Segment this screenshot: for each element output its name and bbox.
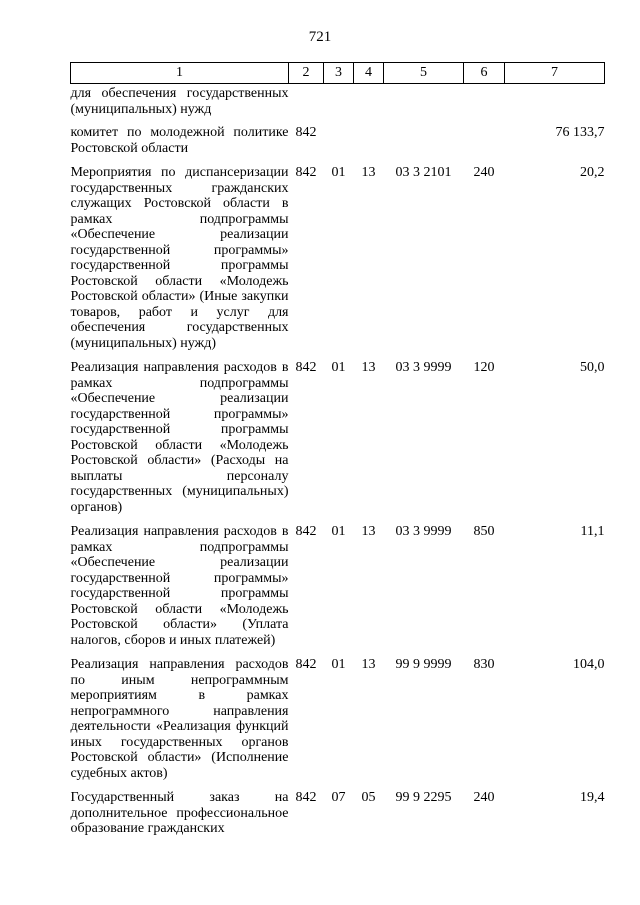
row-description: для обеспечения государственных (муниципальных) нужд bbox=[70, 86, 289, 117]
row-type: 240 bbox=[473, 790, 495, 805]
row-target: 03 3 9999 bbox=[395, 524, 452, 539]
row-code: 842 bbox=[295, 790, 317, 805]
row-code: 842 bbox=[295, 165, 317, 180]
row-subsection: 13 bbox=[361, 360, 376, 375]
table-row bbox=[71, 117, 605, 156]
row-target bbox=[384, 117, 464, 156]
row-subsection: 05 bbox=[361, 790, 376, 805]
table-row bbox=[71, 648, 605, 781]
row-target bbox=[384, 84, 464, 118]
table-row bbox=[71, 515, 605, 648]
column-header-1: 1 bbox=[71, 63, 289, 84]
row-amount: 50,0 bbox=[580, 360, 605, 375]
row-subsection bbox=[354, 117, 384, 156]
row-section bbox=[324, 117, 354, 156]
row-target: 99 9 9999 bbox=[395, 657, 452, 672]
table-row bbox=[71, 351, 605, 515]
row-amount: 76 133,7 bbox=[555, 125, 605, 140]
row-section bbox=[324, 84, 354, 118]
row-subsection: 13 bbox=[361, 657, 376, 672]
row-subsection: 13 bbox=[361, 524, 376, 539]
budget-table bbox=[70, 62, 605, 837]
row-section: 01 bbox=[331, 657, 346, 672]
row-code: 842 bbox=[295, 657, 317, 672]
row-type: 830 bbox=[473, 657, 495, 672]
row-description: Реализация направления расходов по иным непрограммным мероприятиям в рамках непрограммного направления деятельности «Реализация функций иных государственных органов Ростовской области» (Исполнение судебных актов) bbox=[70, 657, 289, 781]
column-header-7: 7 bbox=[505, 63, 605, 84]
row-type: 850 bbox=[473, 524, 495, 539]
row-amount: 11,1 bbox=[580, 524, 605, 539]
row-target: 99 9 2295 bbox=[395, 790, 452, 805]
column-header-6: 6 bbox=[464, 63, 505, 84]
row-description: комитет по молодежной политике Ростовской области bbox=[70, 125, 289, 156]
row-description: Мероприятия по диспансеризации государственных гражданских служащих Ростовской области в рамках подпрограммы «Обеспечение реализации государственной программы» государственной программы Ростовской области «Молодежь Ростовской области» (Иные закупки товаров, работ и услуг для обеспечения государственных (муниципальных) нужд) bbox=[70, 165, 289, 351]
table-row bbox=[71, 781, 605, 837]
row-description: Реализация направления расходов в рамках подпрограммы «Обеспечение реализации государственной программы» государственной программы Ростовской области «Молодежь Ростовской области» (Уплата налогов, сборов и иных платежей) bbox=[70, 524, 289, 648]
row-target: 03 3 9999 bbox=[395, 360, 452, 375]
row-type bbox=[464, 117, 505, 156]
column-header-4: 4 bbox=[354, 63, 384, 84]
row-section: 07 bbox=[331, 790, 346, 805]
column-header-3: 3 bbox=[324, 63, 354, 84]
row-type: 240 bbox=[473, 165, 495, 180]
row-code: 842 bbox=[295, 524, 317, 539]
row-subsection: 13 bbox=[361, 165, 376, 180]
row-section: 01 bbox=[331, 165, 346, 180]
row-subsection bbox=[354, 84, 384, 118]
row-amount bbox=[505, 84, 605, 118]
row-section: 01 bbox=[331, 524, 346, 539]
table-header-row bbox=[71, 63, 605, 84]
column-header-2: 2 bbox=[289, 63, 324, 84]
row-section: 01 bbox=[331, 360, 346, 375]
table-row bbox=[71, 156, 605, 351]
row-amount: 104,0 bbox=[573, 657, 605, 672]
row-description: Реализация направления расходов в рамках подпрограммы «Обеспечение реализации государственной программы» государственной программы Ростовской области «Молодежь Ростовской области» (Расходы на выплаты персоналу государственных (муниципальных) органов) bbox=[70, 360, 289, 515]
table-row bbox=[71, 84, 605, 118]
row-type bbox=[464, 84, 505, 118]
row-amount: 20,2 bbox=[580, 165, 605, 180]
row-code: 842 bbox=[295, 125, 317, 140]
row-amount: 19,4 bbox=[580, 790, 605, 805]
page-number: 721 bbox=[308, 29, 332, 45]
row-target: 03 3 2101 bbox=[395, 165, 452, 180]
row-code bbox=[289, 84, 324, 118]
column-header-5: 5 bbox=[384, 63, 464, 84]
row-type: 120 bbox=[473, 360, 495, 375]
row-code: 842 bbox=[295, 360, 317, 375]
row-description: Государственный заказ на дополнительное профессиональное образование гражданских bbox=[70, 790, 289, 836]
